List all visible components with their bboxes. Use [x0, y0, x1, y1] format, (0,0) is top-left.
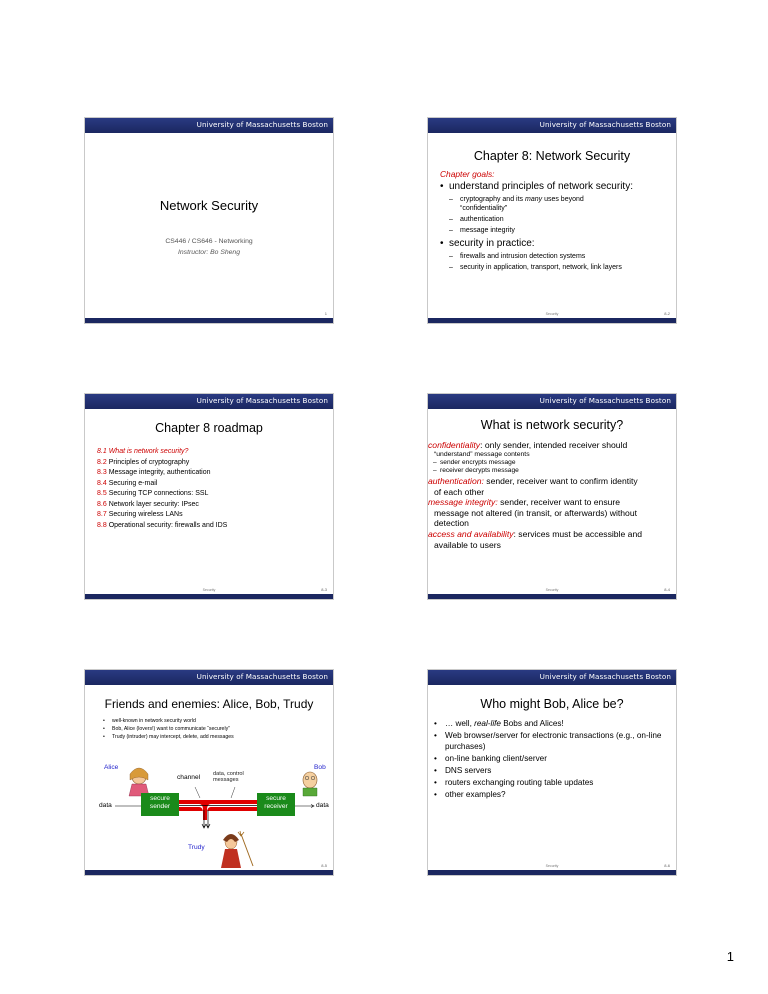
definition: message integrity: sender, receiver want to ensure	[428, 497, 621, 508]
slide-5	[84, 669, 334, 876]
roadmap-item: 8.3 Message integrity, authentication	[97, 469, 211, 476]
bullet: • DNS servers	[434, 766, 670, 777]
footer-text: Security	[545, 312, 559, 316]
sub-bullet: – security in application, transport, network, link layers	[440, 263, 668, 272]
definitions	[428, 440, 672, 550]
bob-label: Bob	[314, 764, 326, 771]
slide-number: 8-6	[664, 863, 670, 868]
sub-bullet: – message integrity	[440, 226, 668, 235]
slide-4	[427, 393, 677, 600]
bullet: • understand principles of network security:	[440, 181, 668, 193]
slide-header: University of Massachusetts Boston	[428, 394, 676, 409]
secure-sender-box: secure sender	[141, 793, 179, 816]
roadmap-item: 8.7 Securing wireless LANs	[97, 511, 183, 518]
instructor: Instructor: Bo Sheng	[178, 249, 240, 256]
bullet: • well-known in network security world	[95, 717, 325, 725]
definition-line: message not altered (in transit, or afterwards) without	[434, 507, 637, 518]
slide-footer	[85, 870, 333, 875]
alice-bob-diagram	[85, 670, 334, 876]
slide-title: What is network security?	[480, 418, 624, 432]
footer-text: Security	[202, 588, 216, 592]
bullet: • … well, real-life Bobs and Alices!	[434, 719, 670, 730]
roadmap-item: 8.1 What is network security?	[97, 448, 189, 455]
slide-number: 8-5	[321, 863, 327, 868]
slide-1	[84, 117, 334, 324]
alice-figure	[129, 768, 149, 796]
definition-line: detection	[434, 518, 469, 529]
trudy-label: Trudy	[188, 844, 205, 851]
footer-text: Security	[545, 588, 559, 592]
trudy-figure	[221, 831, 253, 868]
roadmap-item: 8.8 Operational security: firewalls and IDS	[97, 521, 228, 529]
roadmap-item: 8.4 Securing e-mail	[97, 479, 158, 487]
bullet: • routers exchanging routing table updates	[434, 778, 670, 789]
slide-body	[434, 719, 670, 802]
slide-2	[427, 117, 677, 324]
slide-footer	[428, 594, 676, 599]
channel-note: data, control messages	[213, 771, 244, 784]
slide-header: University of Massachusetts Boston	[428, 670, 676, 685]
definition: confidentiality: only sender, intended receiver should	[428, 440, 628, 450]
slide-footer	[85, 594, 333, 599]
secure-receiver-box: secure receiver	[257, 793, 295, 816]
slide-title: Chapter 8: Network Security	[473, 149, 631, 163]
sub-bullet: – firewalls and intrusion detection systems	[440, 252, 668, 261]
bullet: • Trudy (intruder) may intercept, delete, add messages	[95, 733, 325, 741]
sub-bullet: – receiver decrypts message	[428, 467, 672, 476]
channel-label: channel	[177, 774, 201, 781]
bullet: • security in practice:	[440, 238, 668, 250]
data-label-left: data	[99, 802, 112, 809]
channel	[169, 800, 263, 828]
roadmap-item: 8.2 Principles of cryptography	[97, 458, 190, 466]
footer-text: Security	[545, 864, 559, 868]
sub-bullet: – cryptography and its many uses beyond “confidentiality”	[440, 195, 668, 213]
slide-number: 1	[324, 311, 327, 316]
slide-header: University of Massachusetts Boston	[85, 394, 333, 409]
slide-number: 8-4	[664, 587, 670, 592]
bullet: • Bob, Alice (lovers!) want to communicate “securely”	[95, 725, 325, 733]
definition: access and availability: services must be accessible and	[428, 528, 643, 539]
slide-number: 8-3	[321, 587, 327, 592]
slide-title: Network Security	[159, 198, 259, 213]
bob-figure	[303, 772, 317, 796]
slide-footer	[85, 318, 333, 323]
slide-title: Who might Bob, Alice be?	[480, 697, 624, 711]
definition: authentication: sender, receiver want to confirm identity	[428, 475, 638, 486]
course-name: CS446 / CS646 - Networking	[165, 238, 253, 245]
data-label-right: data	[316, 802, 329, 809]
slide-footer	[428, 318, 676, 323]
bullet: • Web browser/server for electronic transactions (e.g., on-line purchases)	[434, 731, 670, 752]
slide-number: 8-2	[664, 311, 670, 316]
slide-footer	[428, 870, 676, 875]
bullet: • other examples?	[434, 790, 670, 801]
slide-header: University of Massachusetts Boston	[428, 118, 676, 133]
goals-label: Chapter goals:	[440, 169, 495, 179]
roadmap-list	[97, 447, 325, 531]
definition-line: available to users	[434, 539, 501, 550]
page-number: 1	[726, 949, 734, 964]
alice-label: Alice	[104, 764, 119, 771]
definition-line: “understand” message contents	[434, 450, 530, 458]
slide-6	[427, 669, 677, 876]
sub-bullet: – authentication	[440, 215, 668, 224]
sub-bullet: – sender encrypts message	[428, 459, 672, 468]
slide-3	[84, 393, 334, 600]
definition-line: of each other	[434, 486, 485, 497]
roadmap-item: 8.6 Network layer security: IPsec	[97, 500, 199, 508]
roadmap-item: 8.5 Securing TCP connections: SSL	[97, 490, 209, 497]
slide-title: Chapter 8 roadmap	[155, 421, 263, 435]
slide-header: University of Massachusetts Boston	[85, 670, 333, 685]
bullet: • on-line banking client/server	[434, 754, 670, 765]
slide-header: University of Massachusetts Boston	[85, 118, 333, 133]
slide-body	[440, 169, 668, 274]
slide-title: Friends and enemies: Alice, Bob, Trudy	[104, 697, 314, 711]
